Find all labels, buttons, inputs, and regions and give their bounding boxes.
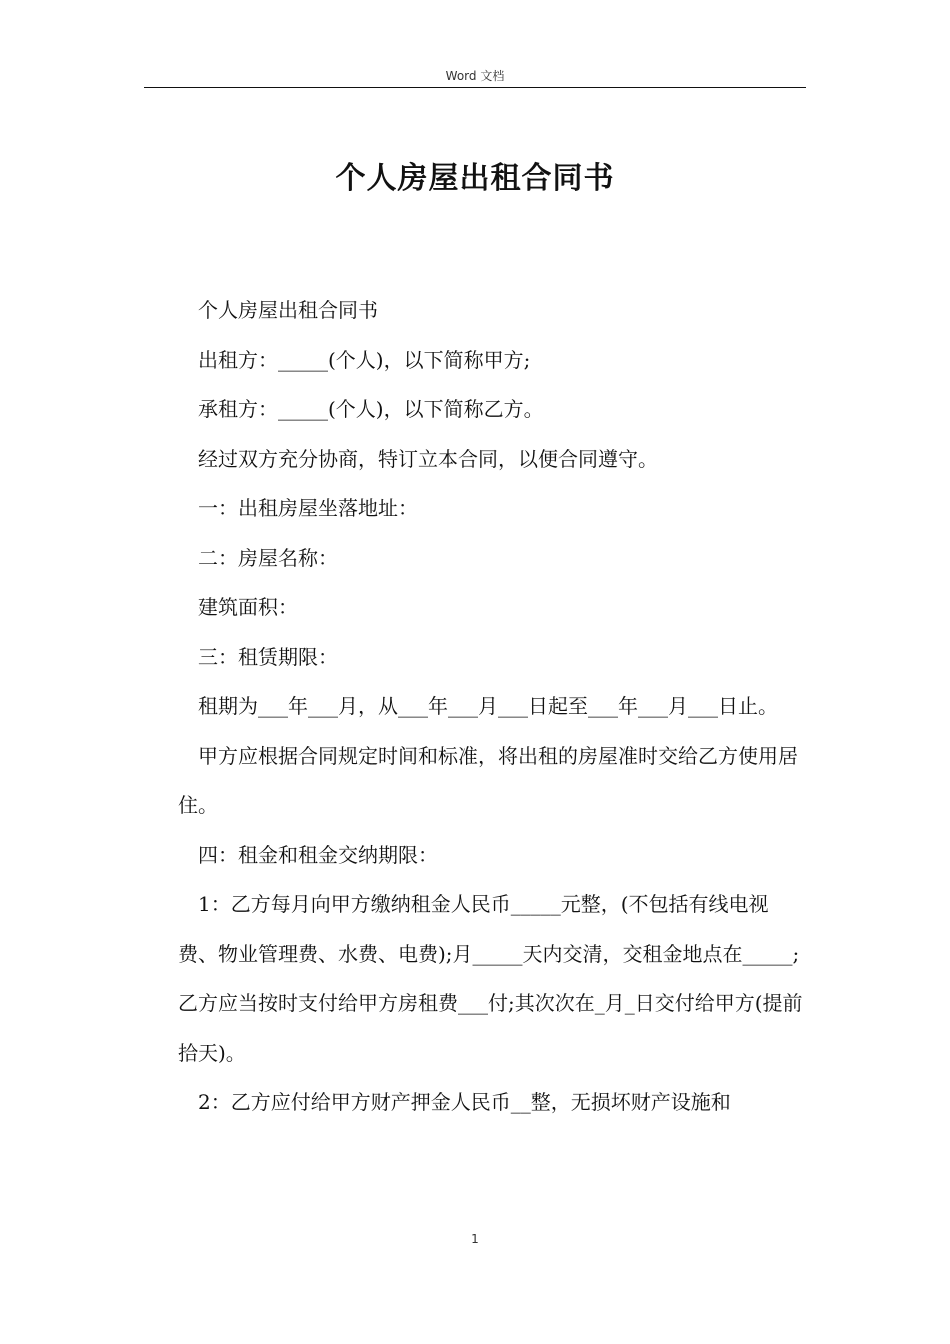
document-title: 个人房屋出租合同书 [335,161,615,196]
paragraph: 经过双方充分协商，特订立本合同，以便合同遵守。 [198,446,658,471]
paragraph: 1：乙方每月向甲方缴纳租金人民币_____元整，(不包括有线电视费、物业管理费、水费、电费);月_____天内交清，交租金地点在_____;乙方应当按时支付给甲方房租费___付;其次次在_月_日交付给甲方(提前拾天)。 [178,892,803,1065]
paragraph: 一：出租房屋坐落地址： [198,496,418,520]
document-body [178,286,806,1128]
paragraph: 甲方应根据合同规定时间和标准，将出租的房屋准时交给乙方使用居住。 [178,743,798,817]
paragraph: 承租方：_____(个人)，以下简称乙方。 [198,397,544,421]
paragraph: 建筑面积： [198,595,298,619]
paragraph: 出租方：_____(个人)，以下简称甲方; [198,347,531,372]
header-divider [144,87,806,88]
paragraph: 个人房屋出租合同书 [198,298,378,322]
paragraph: 三：租赁期限： [198,644,338,669]
paragraph: 租期为___年___月，从___年___月___日起至___年___月___日止。 [198,694,778,718]
paragraph: 二：房屋名称： [198,545,338,570]
paragraph: 2：乙方应付给甲方财产押金人民币__整，无损坏财产设施和 [198,1090,731,1114]
paragraph: 四：租金和租金交纳期限： [198,842,438,867]
page-header: Word 文档 [445,69,505,83]
page-number: 1 [471,1232,479,1246]
